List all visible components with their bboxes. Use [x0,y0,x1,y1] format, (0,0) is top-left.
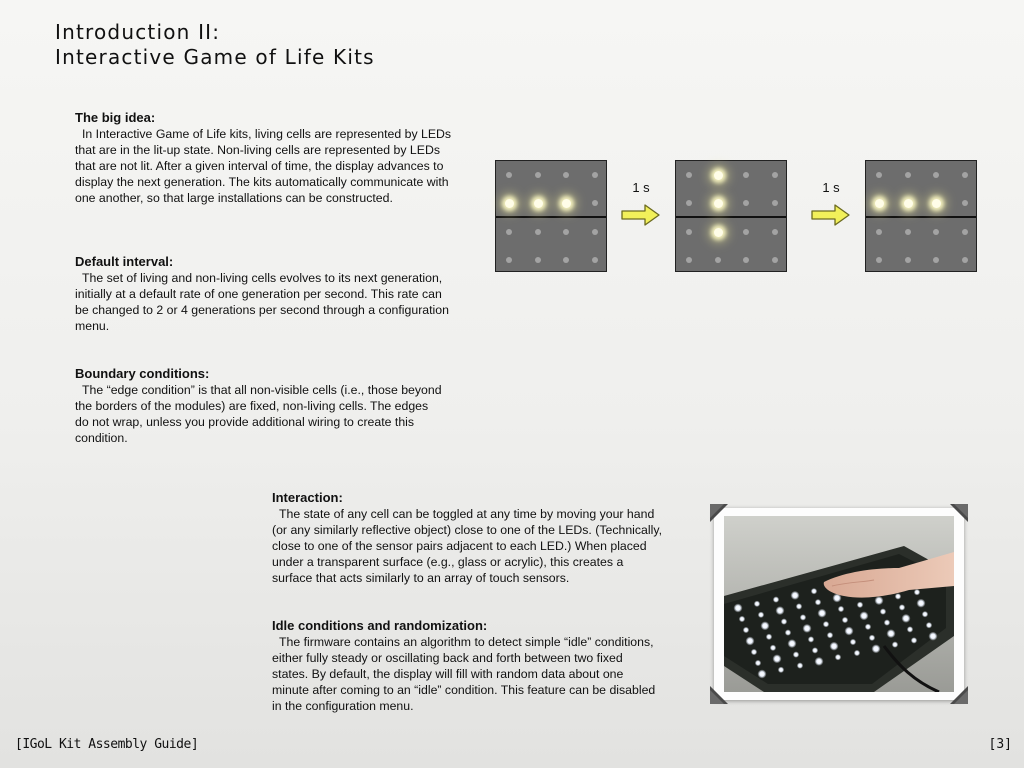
arrow-right-icon [811,204,851,226]
led-unlit [592,257,598,263]
led-unlit [743,172,749,178]
led-unlit [876,172,882,178]
led-lit [875,199,884,208]
led-unlit [772,229,778,235]
panel-divider [866,216,976,218]
led-lit [505,199,514,208]
led-unlit [876,229,882,235]
led-unlit [686,200,692,206]
section-heading: Interaction: [272,490,343,505]
section-body: In Interactive Game of Life kits, living cells are represented by LEDs that are in the lit-up state. Non-living cells are represented by LEDs that are not lit. After a given interval of time, the display advances to display the next generation. The kits automatically communicate with one another, so that large installations can be constructed. [75,127,452,205]
led-unlit [962,172,968,178]
section-heading: Default interval: [75,254,174,269]
led-unlit [962,257,968,263]
led-lit [714,228,723,237]
led-unlit [535,229,541,235]
led-unlit [743,257,749,263]
section-heading: Boundary conditions: [75,366,210,381]
led-unlit [905,172,911,178]
generation-diagram [495,158,985,274]
photo-corner-icon [710,686,728,704]
led-unlit [905,257,911,263]
led-panel-generation-3 [865,160,977,272]
led-unlit [686,229,692,235]
led-unlit [743,229,749,235]
led-panel-generation-2 [675,160,787,272]
photo-corner-icon [710,504,728,522]
led-lit [534,199,543,208]
interval-label: 1 s [822,180,840,195]
led-unlit [592,172,598,178]
section-body: The firmware contains an algorithm to detect simple “idle” conditions, either fully steady or oscillating back and forth between two fixed states. By default, the display will fill with random data about one minute after coming to an “idle” condition. This feature can be disabled in the configuration menu. [272,635,656,713]
panel-divider [496,216,606,218]
slide-title [55,20,375,70]
led-unlit [933,172,939,178]
section-body: The “edge condition” is that all non-visible cells (i.e., those beyond the borders of the modules) are fixed, non-living cells. The edges do not wrap, unless you provide additional wiring to create this condition. [75,383,442,445]
led-unlit [592,229,598,235]
led-unlit [933,257,939,263]
section-heading: The big idea: [75,110,156,125]
section-default-interval [75,254,455,334]
slide-title-line2: Interactive Game of Life Kits [55,45,375,69]
photo-corner-icon [950,686,968,704]
led-unlit [686,257,692,263]
footer-guide-title: [IGoL Kit Assembly Guide] [15,737,199,752]
footer-page-number: [3] [988,737,1012,752]
led-unlit [563,172,569,178]
led-unlit [962,200,968,206]
led-unlit [772,172,778,178]
photo-corner-icon [950,504,968,522]
led-lit [714,171,723,180]
slide-title-line1: Introduction II: [55,20,221,44]
section-boundary-conditions [75,366,445,446]
led-lit [714,199,723,208]
led-unlit [933,229,939,235]
led-lit [904,199,913,208]
led-panel-generation-1 [495,160,607,272]
section-idle-conditions [272,618,662,714]
led-unlit [876,257,882,263]
led-unlit [686,172,692,178]
section-heading: Idle conditions and randomization: [272,618,488,633]
led-unlit [962,229,968,235]
led-lit [562,199,571,208]
led-unlit [535,257,541,263]
led-unlit [506,257,512,263]
led-lit [932,199,941,208]
led-unlit [535,172,541,178]
led-unlit [905,229,911,235]
led-unlit [772,257,778,263]
interval-label: 1 s [632,180,650,195]
led-unlit [563,257,569,263]
led-unlit [715,257,721,263]
panel-divider [676,216,786,218]
section-interaction [272,490,662,586]
led-unlit [563,229,569,235]
led-board-photo [724,516,954,692]
section-big-idea [75,110,455,206]
led-unlit [506,172,512,178]
led-unlit [772,200,778,206]
section-body: The set of living and non-living cells evolves to its next generation, initially at a default rate of one generation per second. This rate can be changed to 2 or 4 generations per second through a configuration menu. [75,271,449,333]
arrow-right-icon [621,204,661,226]
section-body: The state of any cell can be toggled at any time by moving your hand (or any similarly reflective object) close to one of the LEDs. (Technically, close to one of the sensor pairs adjacent to each LED.) When placed under a transparent surface (e.g., glass or acrylic), this creates a surface that acts similarly to an array of touch sensors. [272,507,663,585]
led-unlit [743,200,749,206]
led-unlit [592,200,598,206]
led-board-photo-frame [710,504,968,704]
led-unlit [506,229,512,235]
